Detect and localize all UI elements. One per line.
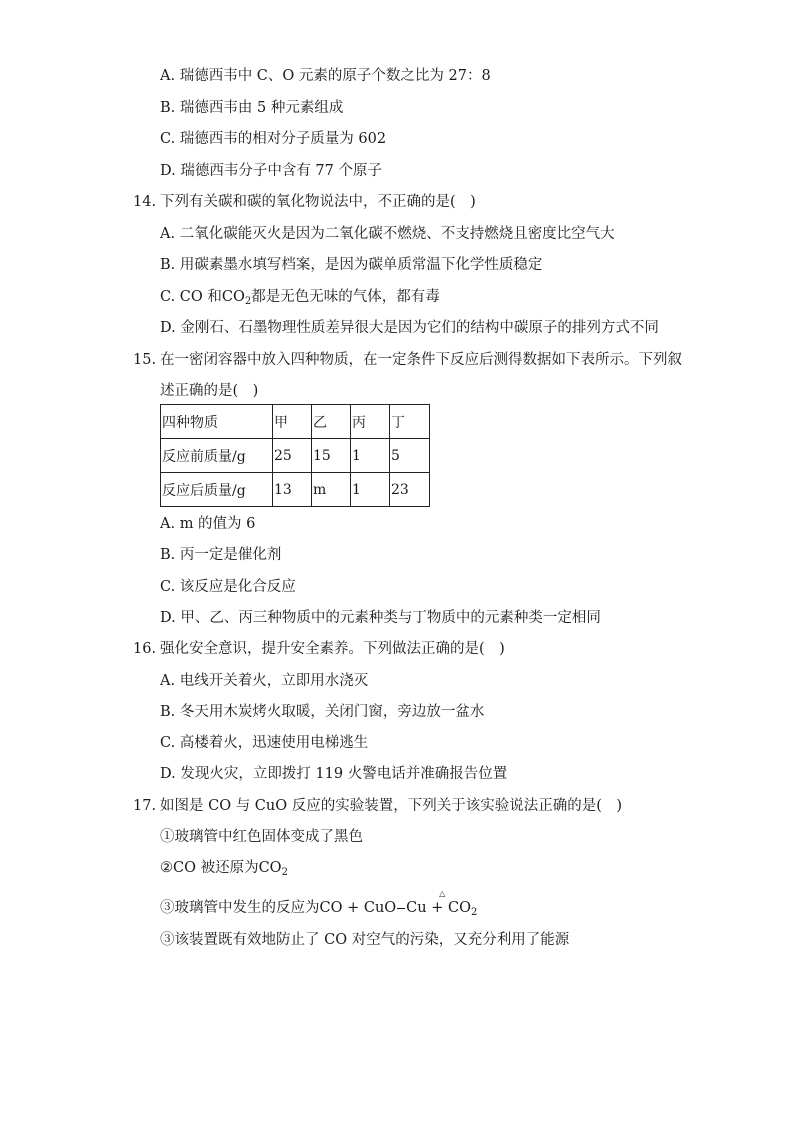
- q13-option-b: B. 瑞德西韦由 5 种元素组成: [160, 100, 344, 116]
- table-cell: 反应前质量/g: [161, 439, 273, 473]
- q17-item-3: [160, 889, 478, 918]
- table-cell: 13: [273, 473, 312, 507]
- table-header-cell: 丁: [390, 405, 430, 439]
- table-row: [161, 473, 430, 507]
- q15-data-table: [160, 404, 430, 507]
- table-header-cell: 四种物质: [161, 405, 273, 439]
- table-header-cell: 甲: [273, 405, 312, 439]
- q13-option-c: C. 瑞德西韦的相对分子质量为 602: [160, 131, 387, 147]
- q17-item-3-mid: Cu + CO: [406, 900, 471, 916]
- heat-condition-symbol: △: [439, 889, 446, 898]
- q17-item-3-sub: 2: [470, 907, 478, 918]
- q15-number: 15.: [133, 352, 157, 368]
- q15-stem-line1: 在一密闭容器中放入四种物质，在一定条件下反应后测得数据如下表所示。下列叙: [160, 352, 682, 368]
- q15-option-d: D. 甲、乙、丙三种物质中的元素种类与丁物质中的元素种类一定相同: [160, 610, 601, 626]
- reaction-arrow-bar: [397, 908, 405, 909]
- q17-item-4: ③该装置既有效地防止了 CO 对空气的污染，又充分利用了能源: [160, 932, 570, 948]
- q15-stem-line2: 述正确的是( ): [160, 383, 259, 399]
- q17-item-1: ①玻璃管中红色固体变成了黑色: [160, 829, 363, 845]
- q13-option-a: A. 瑞德西韦中 C、O 元素的原子个数之比为 27：8: [160, 68, 491, 84]
- table-cell: 1: [351, 439, 390, 473]
- q15-option-a: A. m 的值为 6: [160, 516, 256, 532]
- table-cell: 反应后质量/g: [161, 473, 273, 507]
- q14-number: 14.: [133, 194, 157, 210]
- table-cell: m: [312, 473, 351, 507]
- q17-item-2-sub: 2: [281, 867, 288, 878]
- table-cell: 25: [273, 439, 312, 473]
- table-row: [161, 405, 430, 439]
- q13-option-d: D. 瑞德西韦分子中含有 77 个原子: [160, 163, 382, 179]
- q17-item-2-pre: ②CO 被还原为CO: [160, 860, 282, 876]
- table-cell: 23: [390, 473, 430, 507]
- q14-option-d: D. 金刚石、石墨物理性质差异很大是因为它们的结构中碳原子的排列方式不同: [160, 320, 659, 336]
- q16-option-a: A. 电线开关着火，立即用水浇灭: [160, 673, 369, 689]
- q14-option-a: A. 二氧化碳能灭火是因为二氧化碳不燃烧、不支持燃烧且密度比空气大: [160, 226, 615, 242]
- q17-item-2: [160, 858, 288, 878]
- q17-number: 17.: [133, 798, 157, 814]
- table-row: [161, 439, 430, 473]
- table-header-cell: 乙: [312, 405, 351, 439]
- q14-option-c-sub: 2: [244, 296, 252, 307]
- q14-option-c-pre: C. CO 和CO: [160, 289, 245, 305]
- q14-stem: 下列有关碳和碳的氧化物说法中，不正确的是( ): [160, 194, 476, 210]
- q16-number: 16.: [133, 641, 157, 657]
- q16-stem: 强化安全意识，提升安全素养。下列做法正确的是( ): [160, 641, 505, 657]
- table-cell: 1: [351, 473, 390, 507]
- q16-option-d: D. 发现火灾，立即拨打 119 火警电话并准确报告位置: [160, 766, 508, 782]
- table-cell: 5: [390, 439, 430, 473]
- q14-option-c: [160, 287, 440, 307]
- table-header-cell: 丙: [351, 405, 390, 439]
- q17-stem: 如图是 CO 与 CuO 反应的实验装置，下列关于该实验说法正确的是( ): [160, 798, 623, 814]
- q14-option-b: B. 用碳素墨水填写档案，是因为碳单质常温下化学性质稳定: [160, 257, 543, 273]
- table-cell: 15: [312, 439, 351, 473]
- q16-option-b: B. 冬天用木炭烤火取暖，关闭门窗，旁边放一盆水: [160, 704, 485, 720]
- q15-option-b: B. 丙一定是催化剂: [160, 547, 282, 563]
- q14-option-c-post: 都是无色无味的气体，都有毒: [251, 289, 440, 305]
- q16-option-c: C. 高楼着火，迅速使用电梯逃生: [160, 735, 369, 751]
- q15-option-c: C. 该反应是化合反应: [160, 579, 296, 595]
- q17-item-3-pre: ③玻璃管中发生的反应为CO + CuO: [160, 900, 397, 916]
